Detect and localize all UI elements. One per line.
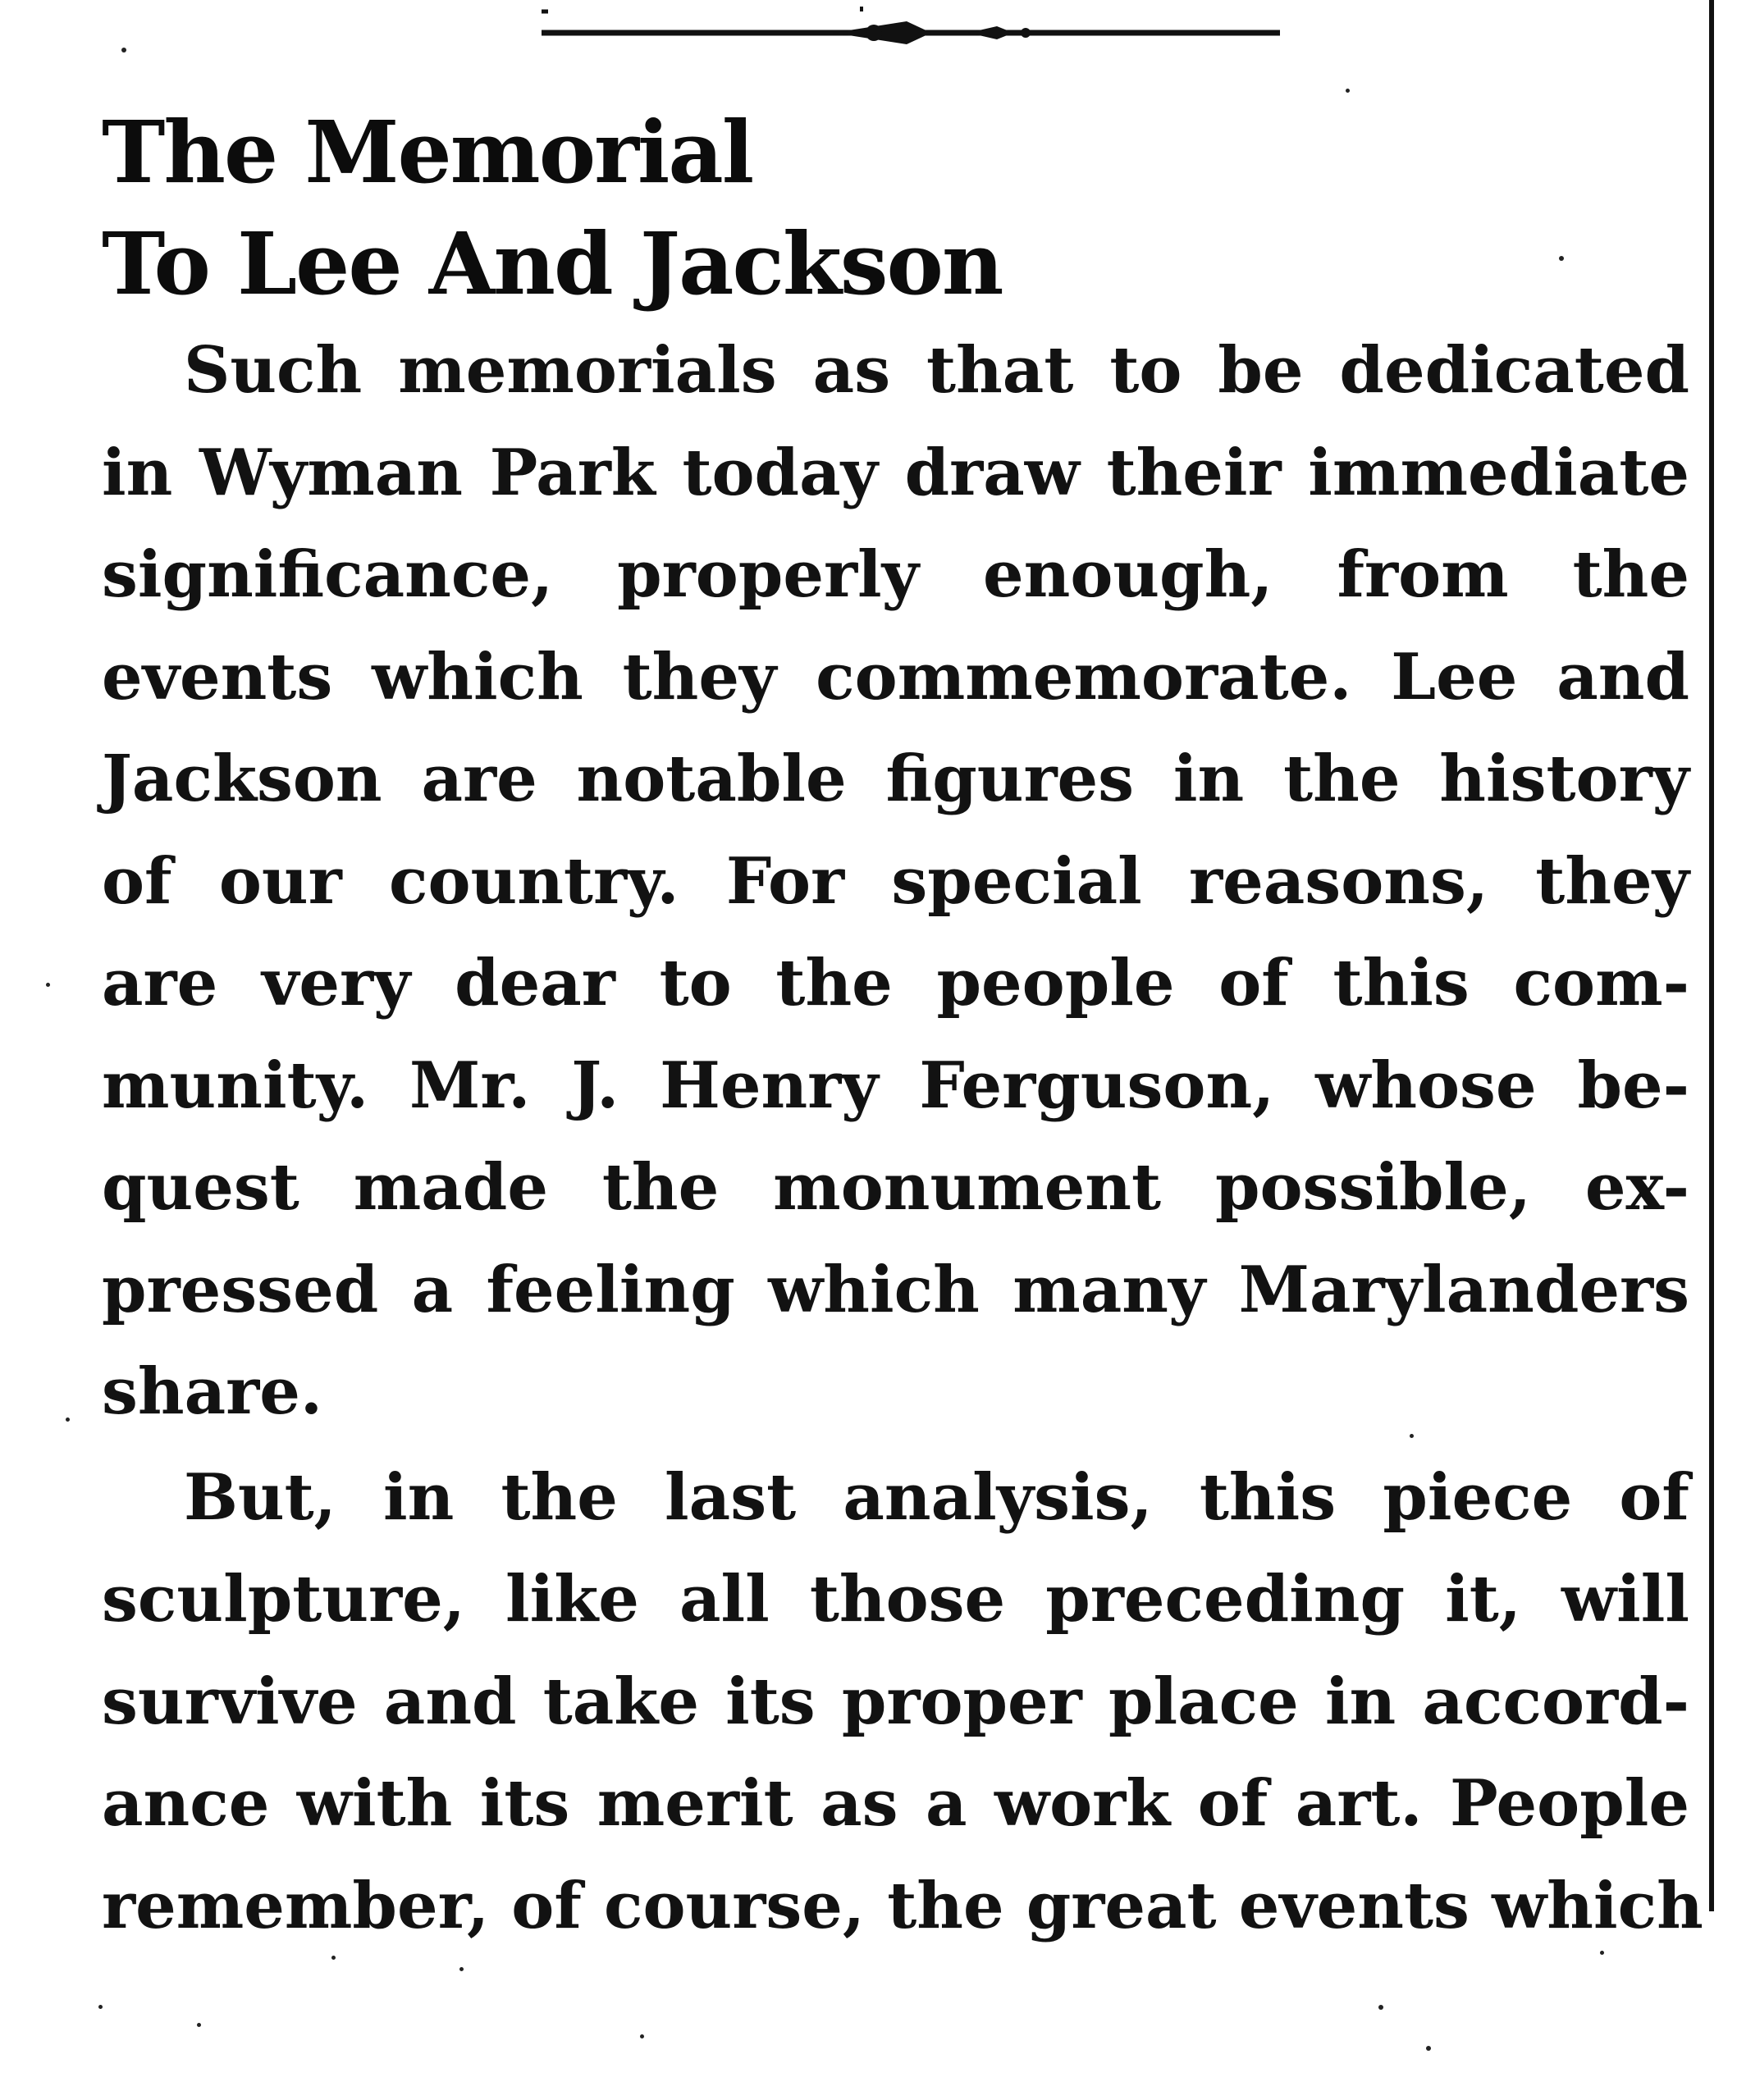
text-line: ance with its merit as a work of art. People: [102, 1766, 1689, 1841]
print-speck: [98, 2005, 103, 2009]
text-line: events which they commemorate. Lee and: [102, 639, 1689, 714]
article-body: [102, 320, 1703, 1957]
print-speck: [1410, 1434, 1414, 1438]
headline-line-1: The Memorial: [102, 102, 753, 203]
print-speck: [121, 48, 126, 52]
print-speck: [1426, 2046, 1431, 2051]
text-line: share.: [102, 1354, 323, 1429]
print-speck: [46, 983, 50, 987]
headline-line-2: To Lee And Jackson: [102, 213, 1003, 314]
print-speck: [1600, 1951, 1604, 1955]
paragraph-1: [102, 320, 1689, 1444]
print-speck: [66, 1418, 70, 1422]
text-line: in Wyman Park today draw their immediate: [102, 435, 1689, 510]
print-speck: [459, 1967, 464, 1971]
text-line: munity. Mr. J. Henry Ferguson, whose be-: [102, 1048, 1689, 1123]
ornament-rule: [542, 7, 1280, 64]
text-line: of our country. For special reasons, they: [102, 843, 1689, 919]
print-speck: [1559, 256, 1564, 261]
column-rule: [1709, 0, 1714, 1911]
article: [102, 97, 1703, 1957]
print-speck: [331, 1956, 336, 1960]
text-line: remember, of course, the great events which: [102, 1868, 1703, 1943]
text-line: Jackson are notable figures in the history: [102, 742, 1689, 816]
print-speck: [1346, 89, 1350, 93]
text-line: survive and take its proper place in accord-: [102, 1664, 1689, 1739]
text-line: significance, properly enough, from the: [102, 537, 1689, 612]
print-speck: [640, 2034, 644, 2038]
text-line: But, in the last analysis, this piece of: [184, 1459, 1689, 1535]
paragraph-2: [102, 1447, 1703, 1958]
text-line: pressed a feeling which many Marylanders: [102, 1252, 1689, 1327]
print-speck: [1378, 2005, 1383, 2010]
print-speck: [197, 2023, 201, 2027]
text-line: Such memorials as that to be dedicated: [184, 333, 1689, 408]
text-line: are very dear to the people of this com-: [102, 946, 1689, 1020]
headline: [102, 97, 1689, 320]
text-line: sculpture, like all those preceding it, will: [102, 1562, 1689, 1637]
text-line: quest made the monument possible, ex-: [102, 1150, 1689, 1225]
